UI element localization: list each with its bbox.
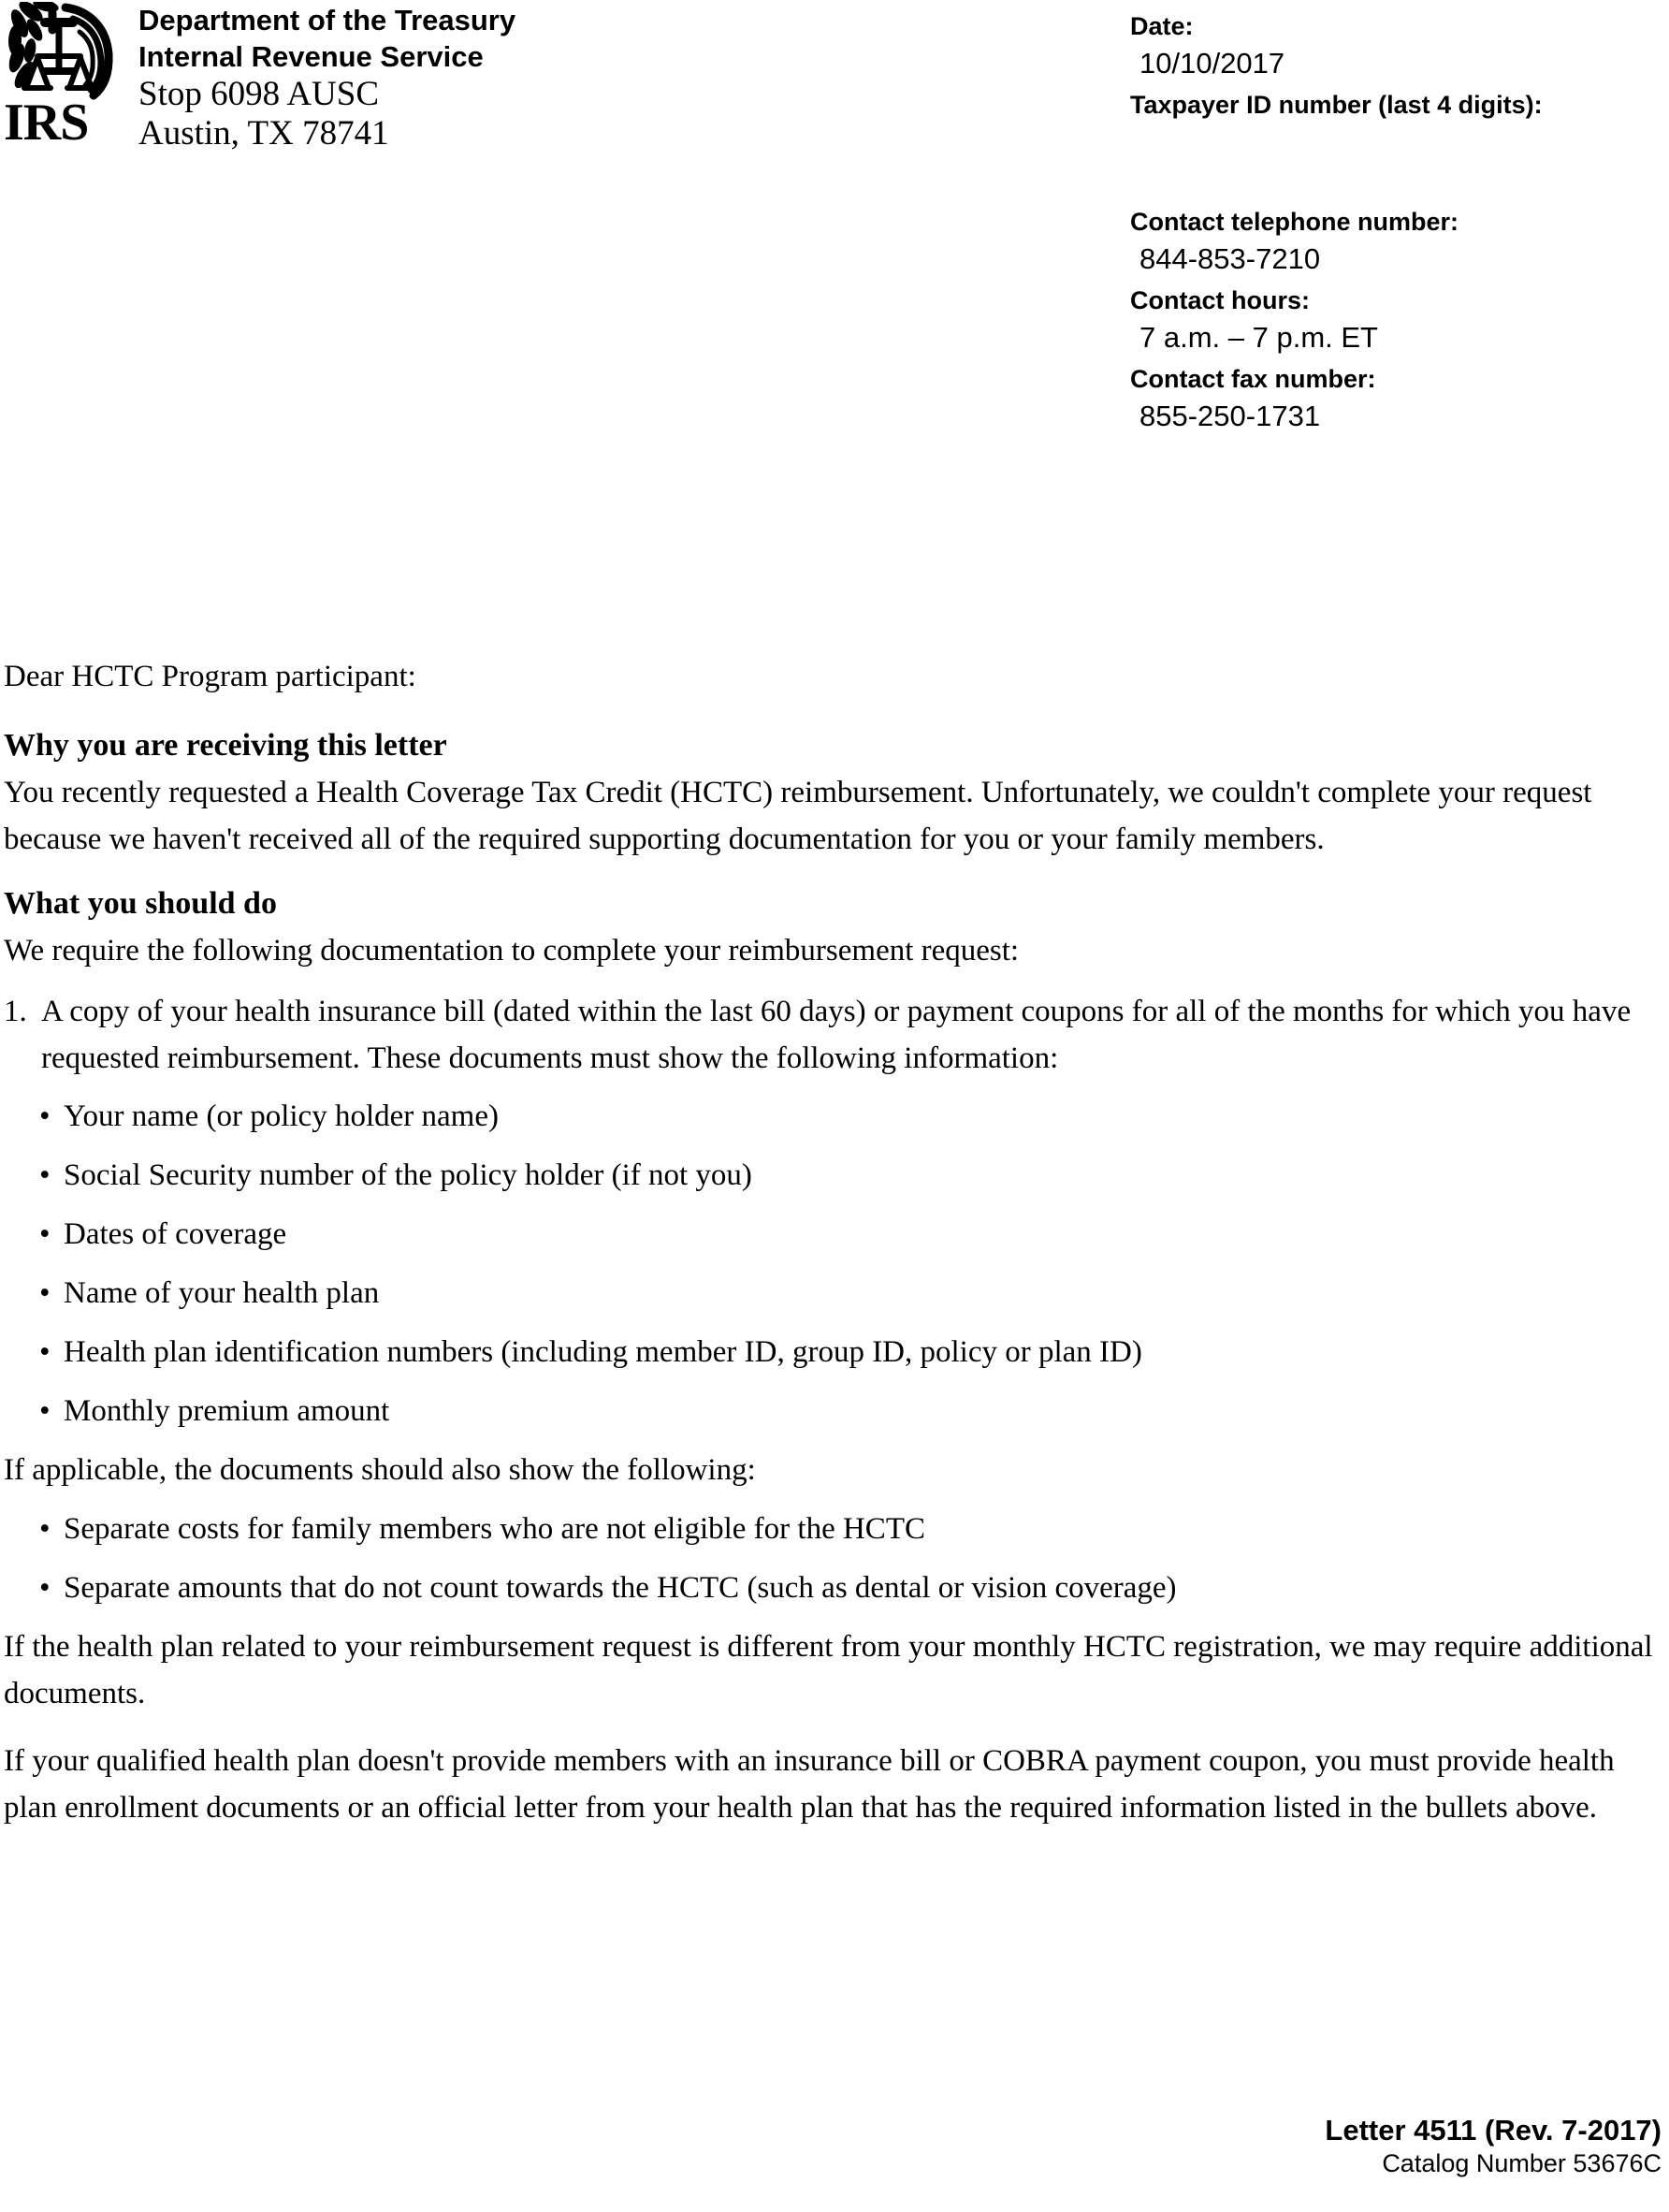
salutation: Dear HCTC Program participant: xyxy=(4,660,416,693)
hours-label: Contact hours: xyxy=(1130,286,1310,314)
list-item: • Social Security number of the policy holder (if not you) xyxy=(39,1152,1658,1199)
required-info-list xyxy=(4,1093,1658,1434)
list-item: • Separate amounts that do not count towards the HCTC (such as dental or vision coverage) xyxy=(39,1564,1658,1611)
list-item: • Health plan identification numbers (including member ID, group ID, policy or plan ID) xyxy=(39,1329,1658,1375)
list-item: • Monthly premium amount xyxy=(39,1388,1658,1434)
letter-body xyxy=(4,653,1658,1831)
numbered-item-1-number: 1. xyxy=(4,995,27,1028)
agency-line-stop: Stop 6098 AUSC xyxy=(138,75,380,113)
section-heading-what: What you should do xyxy=(4,886,277,921)
numbered-item-1-text: A copy of your health insurance bill (dated within the last 60 days) or payment coupons for all of the months for which you have requested reimbursement. These documents must show the following information: xyxy=(41,995,1632,1075)
letter-number: Letter 4511 (Rev. 7-2017) xyxy=(1325,2114,1662,2147)
irs-logo-text: IRS xyxy=(4,94,89,152)
list-item: • Your name (or policy holder name) xyxy=(39,1093,1658,1140)
date-label: Date: xyxy=(1130,12,1194,40)
hours-value: 7 a.m. – 7 p.m. ET xyxy=(1139,321,1378,354)
irs-eagle-icon xyxy=(4,2,120,103)
catalog-number: Catalog Number 53676C xyxy=(1382,2149,1662,2177)
section-heading-why: Why you are receiving this letter xyxy=(4,728,447,763)
paragraph-different-plan: If the health plan related to your reimbursement request is different from your monthly HCTC registration, we may require additional documents. xyxy=(4,1630,1653,1710)
irs-logo xyxy=(4,2,127,152)
date-value: 10/10/2017 xyxy=(1139,47,1285,80)
paragraph-qualified-plan: If your qualified health plan doesn't provide members with an insurance bill or COBRA payment coupon, you must provide health plan enrollment documents or an official letter from your health plan that has the required information listed in the bullets above. xyxy=(4,1744,1615,1825)
numbered-item-1 xyxy=(4,988,1658,1082)
agency-line-irs: Internal Revenue Service xyxy=(138,40,484,73)
list-item: • Separate costs for family members who are not eligible for the HCTC xyxy=(39,1506,1658,1552)
list-item: • Name of your health plan xyxy=(39,1270,1658,1317)
if-applicable-list xyxy=(4,1506,1658,1611)
paragraph-why: You recently requested a Health Coverage Tax Credit (HCTC) reimbursement. Unfortunately, we couldn't complete your request because we haven't received all of the required supporting documentation for you or your family members. xyxy=(4,776,1592,856)
paragraph-require-intro: We require the following documentation to complete your reimbursement request: xyxy=(4,934,1020,968)
paragraph-if-applicable: If applicable, the documents should also show the following: xyxy=(4,1453,756,1487)
agency-line-treasury: Department of the Treasury xyxy=(138,4,516,36)
fax-label: Contact fax number: xyxy=(1130,365,1376,393)
phone-label: Contact telephone number: xyxy=(1130,208,1459,236)
agency-line-city: Austin, TX 78741 xyxy=(138,114,389,153)
fax-value: 855-250-1731 xyxy=(1139,400,1321,432)
letter-footer xyxy=(1325,2113,1662,2178)
taxpayer-id-label: Taxpayer ID number (last 4 digits): xyxy=(1130,91,1543,119)
list-item: • Dates of coverage xyxy=(39,1211,1658,1258)
contact-info xyxy=(1130,11,1654,433)
agency-address xyxy=(138,2,515,153)
phone-value: 844-853-7210 xyxy=(1139,242,1321,275)
